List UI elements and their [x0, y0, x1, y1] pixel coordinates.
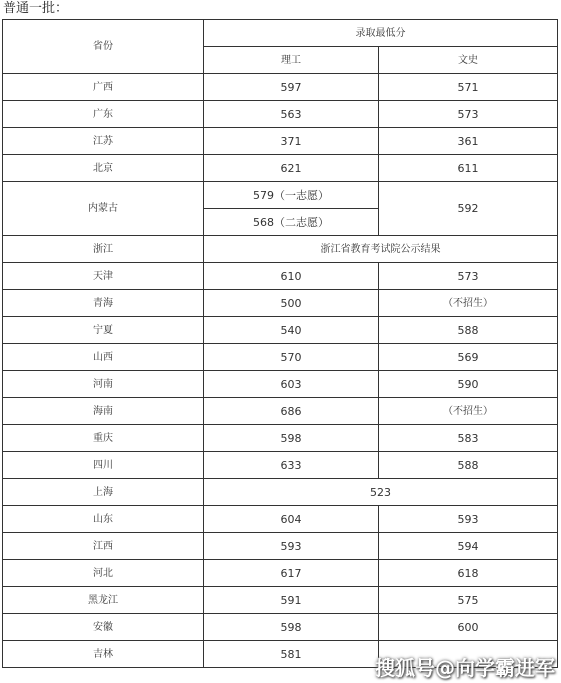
province-cell: 吉林: [3, 641, 204, 668]
arts-score-cell: 593: [379, 506, 558, 533]
arts-score-cell: 573: [379, 101, 558, 128]
table-row: [3, 425, 558, 452]
table-row: [3, 614, 558, 641]
province-cell: 河北: [3, 560, 204, 587]
table-row: [3, 506, 558, 533]
science-score-cell: 621: [204, 155, 379, 182]
arts-score-cell: 569: [379, 344, 558, 371]
province-cell: 海南: [3, 398, 204, 425]
table-row: [3, 533, 558, 560]
province-cell: 山西: [3, 344, 204, 371]
table-row: [3, 344, 558, 371]
table-header-row: [3, 20, 558, 47]
province-cell: 四川: [3, 452, 204, 479]
province-cell: 山东: [3, 506, 204, 533]
table-row: [3, 398, 558, 425]
science-score-first-choice-cell: 579（一志愿）: [204, 182, 379, 209]
province-cell: 江苏: [3, 128, 204, 155]
province-cell: 重庆: [3, 425, 204, 452]
science-column-header: 理工: [204, 47, 379, 74]
arts-score-cell: 583: [379, 425, 558, 452]
science-score-cell: 593: [204, 533, 379, 560]
province-cell: 浙江: [3, 236, 204, 263]
min-score-group-header: 录取最低分: [204, 20, 558, 47]
science-score-cell: 603: [204, 371, 379, 398]
arts-score-cell: 588: [379, 452, 558, 479]
science-score-second-choice-cell: 568（二志愿）: [204, 209, 379, 236]
table-row: [3, 74, 558, 101]
arts-score-cell: 590: [379, 371, 558, 398]
arts-score-cell: 575: [379, 587, 558, 614]
arts-score-cell: 594: [379, 533, 558, 560]
province-cell: 宁夏: [3, 317, 204, 344]
watermark: 搜狐号@向学霸进军: [375, 656, 555, 680]
science-score-cell: 371: [204, 128, 379, 155]
arts-score-cell: 573: [379, 263, 558, 290]
province-cell: 青海: [3, 290, 204, 317]
province-cell: 内蒙古: [3, 182, 204, 236]
province-cell: 上海: [3, 479, 204, 506]
province-cell: 广东: [3, 101, 204, 128]
province-cell: 广西: [3, 74, 204, 101]
science-score-cell: 581: [204, 641, 379, 668]
arts-score-cell: （不招生）: [379, 290, 558, 317]
province-cell: 天津: [3, 263, 204, 290]
table-row: [3, 371, 558, 398]
science-score-cell: 563: [204, 101, 379, 128]
arts-score-cell: 592: [379, 182, 558, 236]
science-score-cell: 617: [204, 560, 379, 587]
science-score-cell: 633: [204, 452, 379, 479]
table-row: [3, 236, 558, 263]
table-row: [3, 128, 558, 155]
science-score-cell: 591: [204, 587, 379, 614]
section-title: 普通一批：: [3, 1, 69, 16]
arts-score-cell: 600: [379, 614, 558, 641]
table-row: [3, 263, 558, 290]
arts-column-header: 文史: [379, 47, 558, 74]
table-row: [3, 290, 558, 317]
merged-score-cell: 浙江省教育考试院公示结果: [204, 236, 558, 263]
science-score-cell: 598: [204, 614, 379, 641]
province-cell: 安徽: [3, 614, 204, 641]
admission-score-table: [2, 19, 558, 668]
arts-score-cell: 611: [379, 155, 558, 182]
science-score-cell: 610: [204, 263, 379, 290]
province-cell: 河南: [3, 371, 204, 398]
table-row: [3, 155, 558, 182]
table-row: [3, 560, 558, 587]
table-row: [3, 452, 558, 479]
table-row: [3, 317, 558, 344]
province-cell: 江西: [3, 533, 204, 560]
science-score-cell: 570: [204, 344, 379, 371]
province-cell: 黑龙江: [3, 587, 204, 614]
science-score-cell: 686: [204, 398, 379, 425]
table-row: [3, 182, 558, 209]
arts-score-cell: 571: [379, 74, 558, 101]
science-score-cell: 604: [204, 506, 379, 533]
science-score-cell: 540: [204, 317, 379, 344]
province-column-header: 省份: [3, 20, 204, 74]
arts-score-cell: 361: [379, 128, 558, 155]
science-score-cell: 597: [204, 74, 379, 101]
table-row: [3, 101, 558, 128]
merged-score-cell: 523: [204, 479, 558, 506]
table-row: [3, 587, 558, 614]
arts-score-cell: 618: [379, 560, 558, 587]
table-row: [3, 479, 558, 506]
science-score-cell: 598: [204, 425, 379, 452]
arts-score-cell: （不招生）: [379, 398, 558, 425]
province-cell: 北京: [3, 155, 204, 182]
science-score-cell: 500: [204, 290, 379, 317]
arts-score-cell: 588: [379, 317, 558, 344]
